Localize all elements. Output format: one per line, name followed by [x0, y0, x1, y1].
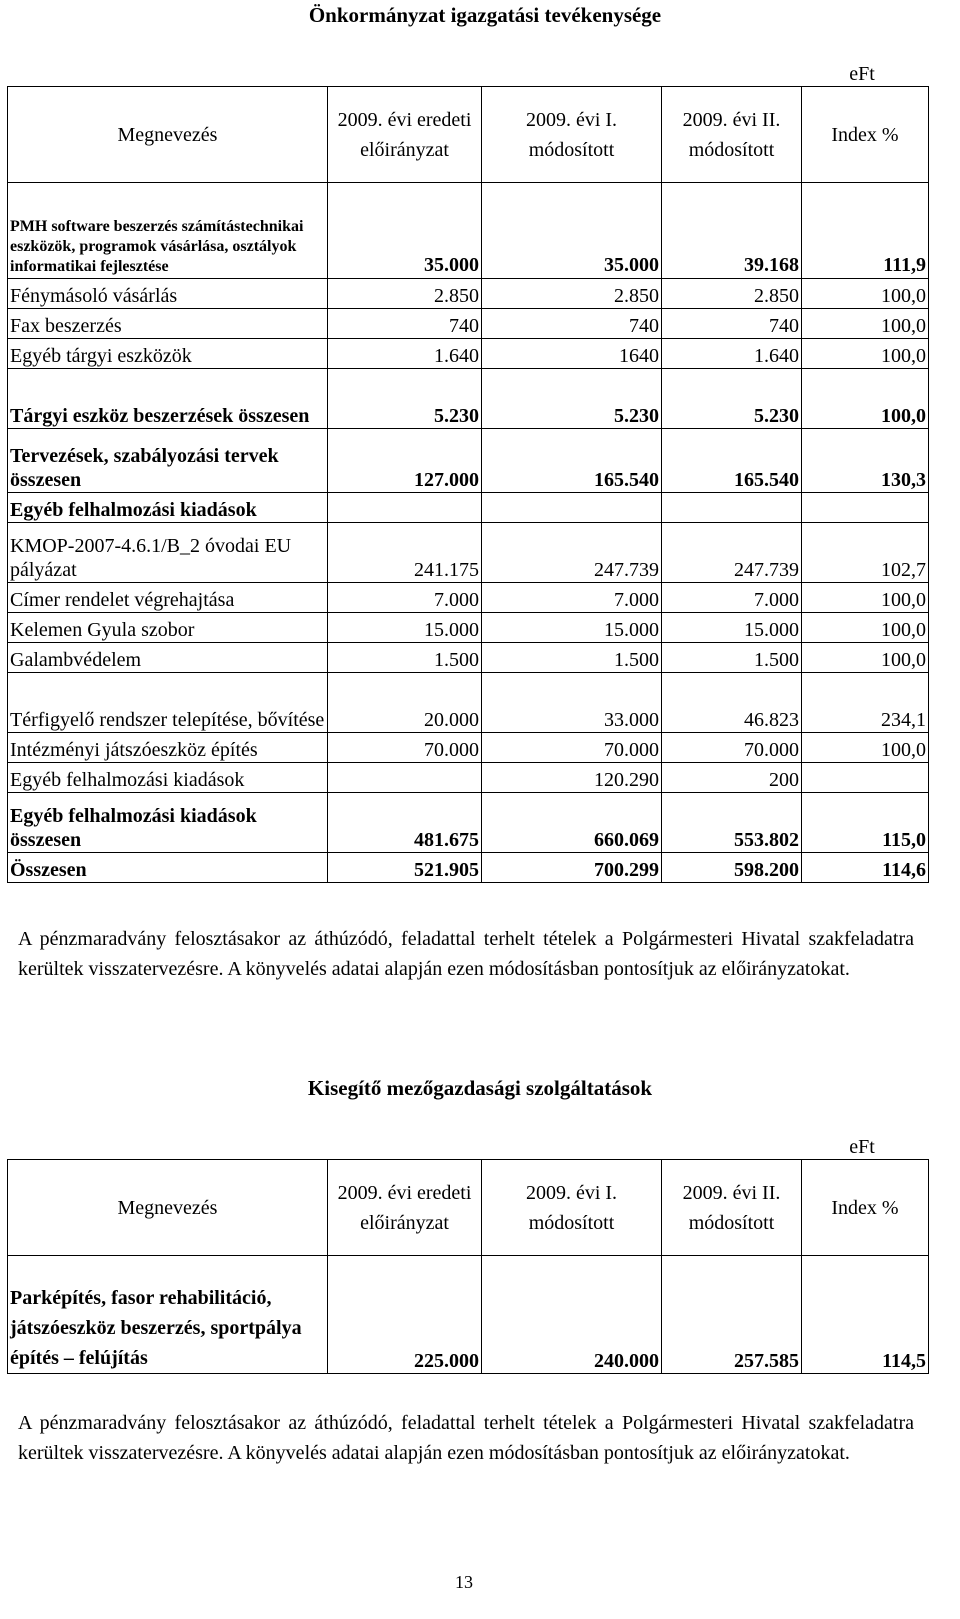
cell-value: 15.000 — [482, 613, 662, 643]
cell-value: 5.230 — [482, 369, 662, 429]
header-name: Megnevezés — [8, 1160, 328, 1256]
cell-value: 740 — [328, 309, 482, 339]
row-label: Tervezések, szabályozási tervek összesen — [8, 429, 328, 493]
row-label: KMOP-2007-4.6.1/B_2 óvodai EU pályázat — [8, 523, 328, 583]
cell-value: 111,9 — [802, 183, 929, 279]
cell-value: 20.000 — [328, 673, 482, 733]
row-label: Egyéb tárgyi eszközök — [8, 339, 328, 369]
row-label: Címer rendelet végrehajtása — [8, 583, 328, 613]
cell-value: 70.000 — [328, 733, 482, 763]
row-label: Galambvédelem — [8, 643, 328, 673]
page-number: 13 — [455, 1572, 473, 1592]
cell-value: 35.000 — [482, 183, 662, 279]
cell-value: 100,0 — [802, 309, 929, 339]
cell-value: 598.200 — [662, 853, 802, 883]
header-index: Index % — [802, 1160, 929, 1256]
row-label: Fax beszerzés — [8, 309, 328, 339]
cell-value: 127.000 — [328, 429, 482, 493]
cell-value: 553.802 — [662, 793, 802, 853]
cell-value: 521.905 — [328, 853, 482, 883]
cell-value: 660.069 — [482, 793, 662, 853]
budget-table — [7, 86, 929, 883]
cell-value: 5.230 — [328, 369, 482, 429]
cell-value: 100,0 — [802, 279, 929, 309]
cell-value — [328, 493, 482, 523]
cell-value: 7.000 — [482, 583, 662, 613]
cell-value: 1.640 — [662, 339, 802, 369]
cell-value: 5.230 — [662, 369, 802, 429]
cell-value: 100,0 — [802, 339, 929, 369]
cell-value: 240.000 — [482, 1256, 662, 1374]
row-label: PMH software beszerzés számítástechnikai eszközök, programok vásárlása, osztályok informatikai fejlesztése — [8, 183, 328, 279]
cell-value: 1.500 — [482, 643, 662, 673]
cell-value: 33.000 — [482, 673, 662, 733]
header-original: 2009. évi eredeti előirányzat — [328, 87, 482, 183]
header-mod1: 2009. évi I. módosított — [482, 87, 662, 183]
cell-value: 481.675 — [328, 793, 482, 853]
cell-value: 2.850 — [662, 279, 802, 309]
row-label: Parképítés, fasor rehabilitáció, játszóeszköz beszerzés, sportpálya építés – felújítás — [8, 1256, 328, 1374]
row-label: Tárgyi eszköz beszerzések összesen — [8, 369, 328, 429]
cell-value: 247.739 — [482, 523, 662, 583]
cell-value: 7.000 — [328, 583, 482, 613]
cell-value: 100,0 — [802, 613, 929, 643]
section-title: Kisegítő mezőgazdasági szolgáltatások — [307, 1076, 653, 1100]
cell-value: 46.823 — [662, 673, 802, 733]
cell-value: 15.000 — [662, 613, 802, 643]
row-label: Egyéb felhalmozási kiadások összesen — [8, 793, 328, 853]
row-label: Kelemen Gyula szobor — [8, 613, 328, 643]
header-original: 2009. évi eredeti előirányzat — [328, 1160, 482, 1256]
row-label: Egyéb felhalmozási kiadások — [8, 493, 328, 523]
cell-value: 120.290 — [482, 763, 662, 793]
cell-value — [662, 493, 802, 523]
cell-value: 114,5 — [802, 1256, 929, 1374]
cell-value: 165.540 — [482, 429, 662, 493]
cell-value: 247.739 — [662, 523, 802, 583]
row-label: Fénymásoló vásárlás — [8, 279, 328, 309]
budget-table — [7, 1159, 929, 1374]
header-mod2: 2009. évi II. módosított — [662, 1160, 802, 1256]
cell-value: 70.000 — [482, 733, 662, 763]
cell-value — [802, 493, 929, 523]
cell-value — [802, 763, 929, 793]
header-mod2: 2009. évi II. módosított — [662, 87, 802, 183]
section-title: Önkormányzat igazgatási tevékenysége — [308, 3, 662, 27]
cell-value: 1640 — [482, 339, 662, 369]
cell-value: 130,3 — [802, 429, 929, 493]
header-name: Megnevezés — [8, 87, 328, 183]
cell-value: 740 — [482, 309, 662, 339]
cell-value: 15.000 — [328, 613, 482, 643]
explanation-paragraph: A pénzmaradvány felosztásakor az áthúzódó, feladattal terhelt tételek a Polgármesteri Hivatal szakfeladatra kerültek visszatervezésre. A könyvelés adatai alapján ezen módosításban pontosítjuk az előirányzatokat. — [18, 928, 914, 980]
cell-value: 100,0 — [802, 733, 929, 763]
cell-value: 2.850 — [482, 279, 662, 309]
cell-value: 257.585 — [662, 1256, 802, 1374]
cell-value: 100,0 — [802, 583, 929, 613]
cell-value: 1.500 — [328, 643, 482, 673]
explanation-paragraph: A pénzmaradvány felosztásakor az áthúzódó, feladattal terhelt tételek a Polgármesteri Hivatal szakfeladatra kerültek visszatervezésre. A könyvelés adatai alapján ezen módosításban pontosítjuk az előirányzatokat. — [18, 1412, 914, 1464]
header-mod1: 2009. évi I. módosított — [482, 1160, 662, 1256]
cell-value: 70.000 — [662, 733, 802, 763]
cell-value: 100,0 — [802, 369, 929, 429]
cell-value: 200 — [662, 763, 802, 793]
cell-value: 102,7 — [802, 523, 929, 583]
row-label: Intézményi játszóeszköz építés — [8, 733, 328, 763]
cell-value: 114,6 — [802, 853, 929, 883]
cell-value: 740 — [662, 309, 802, 339]
row-label: Térfigyelő rendszer telepítése, bővítése — [8, 673, 328, 733]
cell-value: 39.168 — [662, 183, 802, 279]
cell-value: 1.640 — [328, 339, 482, 369]
cell-value: 234,1 — [802, 673, 929, 733]
cell-value: 100,0 — [802, 643, 929, 673]
cell-value: 35.000 — [328, 183, 482, 279]
cell-value — [482, 493, 662, 523]
cell-value: 1.500 — [662, 643, 802, 673]
unit-label: eFt — [849, 1136, 875, 1158]
cell-value: 2.850 — [328, 279, 482, 309]
cell-value: 241.175 — [328, 523, 482, 583]
row-label: Egyéb felhalmozási kiadások — [8, 763, 328, 793]
unit-label: eFt — [849, 63, 875, 85]
cell-value: 7.000 — [662, 583, 802, 613]
cell-value: 165.540 — [662, 429, 802, 493]
cell-value: 115,0 — [802, 793, 929, 853]
row-label: Összesen — [8, 853, 328, 883]
cell-value: 700.299 — [482, 853, 662, 883]
header-index: Index % — [802, 87, 929, 183]
cell-value: 225.000 — [328, 1256, 482, 1374]
cell-value — [328, 763, 482, 793]
